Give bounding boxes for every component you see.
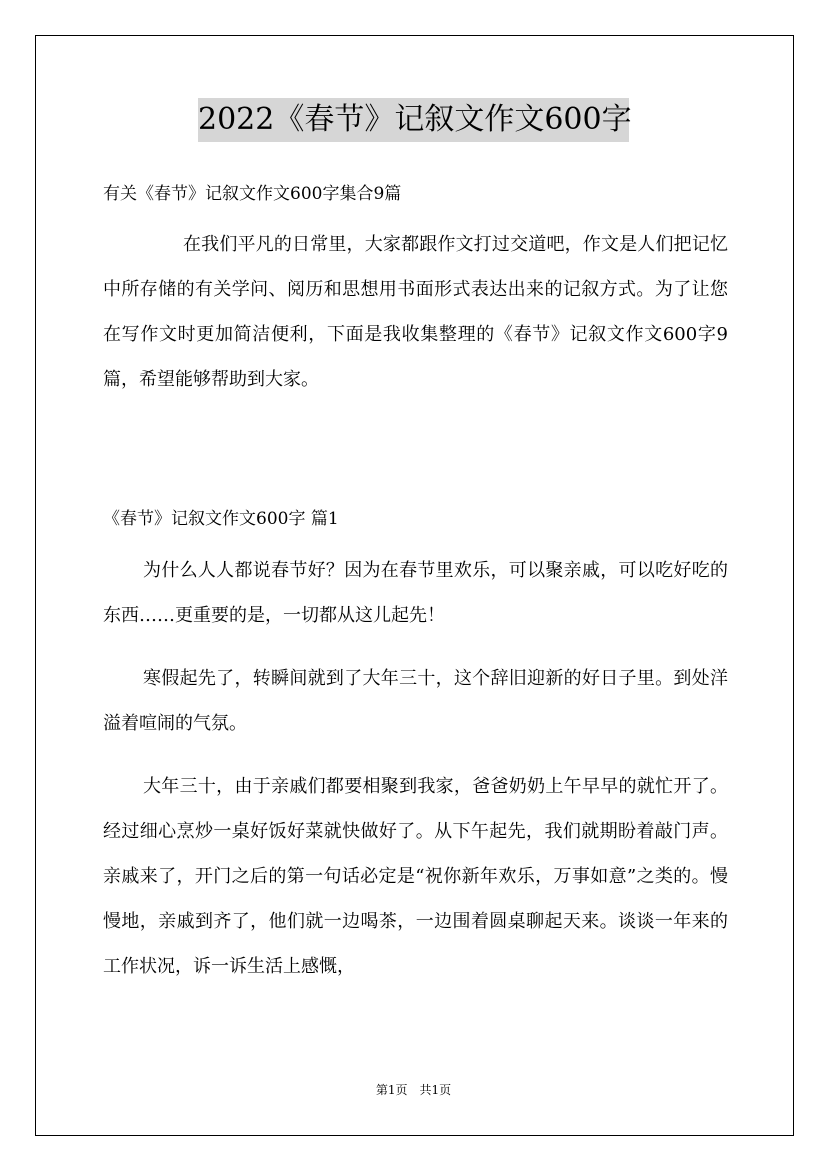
body-paragraph: 寒假起先了，转瞬间就到了大年三十，这个辞旧迎新的好日子里。到处洋溢着喧闹的气氛。 — [103, 668, 728, 734]
document-subtitle: 有关《春节》记叙文作文600字集合9篇 — [103, 184, 402, 204]
page-footer: 第1页 共1页 — [375, 1083, 452, 1097]
section-heading: 《春节》记叙文作文600字 篇1 — [103, 509, 339, 529]
body-paragraph: 为什么人人都说春节好？因为在春节里欢乐，可以聚亲戚，可以吃好吃的东西……更重要的是，一切都从这儿起先！ — [103, 560, 728, 626]
body-paragraph: 大年三十，由于亲戚们都要相聚到我家，爸爸奶奶上午早早的就忙开了。经过细心烹炒一桌好饭好菜就快做好了。从下午起先，我们就期盼着敲门声。亲戚来了，开门之后的第一句话必定是“祝你新年欢乐，万事如意”之类的。慢慢地，亲戚到齐了，他们就一边喝茶，一边围着圆桌聊起天来。谈谈一年来的工作状况，诉一诉生活上感慨， — [103, 776, 728, 977]
intro-paragraph: 在我们平凡的日常里，大家都跟作文打过交道吧，作文是人们把记忆中所存储的有关学问、阅历和思想用书面形式表达出来的记叙方式。为了让您在写作文时更加简洁便利，下面是我收集整理的《春节》记叙文作文600字9篇，希望能够帮助到大家。 — [103, 234, 728, 390]
document-title: 2022《春节》记叙文作文600字 — [198, 98, 629, 142]
